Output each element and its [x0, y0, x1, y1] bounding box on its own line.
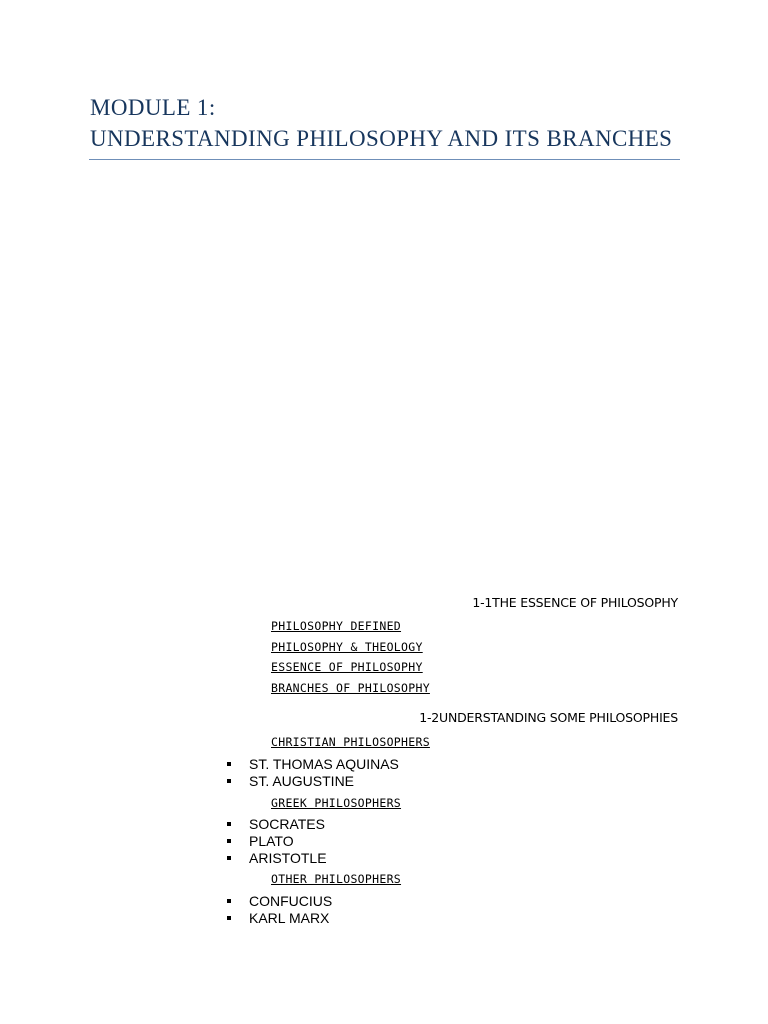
- section-heading-1-1: 1-1THE ESSENCE OF PHILOSOPHY: [472, 595, 678, 610]
- link-greek-philosophers[interactable]: GREEK PHILOSOPHERS: [271, 796, 402, 810]
- list-item-label: KARL MARX: [249, 909, 330, 926]
- section-heading-1-2: 1-2UNDERSTANDING SOME PHILOSOPHIES: [419, 710, 678, 725]
- list-item: [227, 910, 332, 927]
- list-item: [227, 850, 327, 867]
- list-item-label: PLATO: [249, 832, 294, 849]
- list-item: [227, 773, 399, 790]
- greek-philosophers-list: [227, 816, 327, 866]
- link-philosophy-defined[interactable]: PHILOSOPHY DEFINED: [271, 619, 402, 633]
- list-item-label: CONFUCIUS: [249, 893, 333, 909]
- other-philosophers-list: [227, 893, 332, 927]
- christian-philosophers-list: [227, 756, 399, 790]
- module-title: [90, 92, 672, 154]
- link-christian-philosophers[interactable]: CHRISTIAN PHILOSOPHERS: [271, 735, 430, 749]
- link-other-philosophers[interactable]: OTHER PHILOSOPHERS: [271, 872, 402, 886]
- list-item: [227, 893, 332, 910]
- link-essence-of-philosophy[interactable]: ESSENCE OF PHILOSOPHY: [271, 660, 423, 674]
- link-branches-of-philosophy[interactable]: BRANCHES OF PHILOSOPHY: [271, 681, 430, 695]
- module-number: MODULE 1:: [90, 95, 216, 120]
- list-item-label: ST. AUGUSTINE: [249, 772, 355, 789]
- link-philosophy-theology[interactable]: PHILOSOPHY & THEOLOGY: [271, 640, 423, 654]
- list-item-label: ARISTOTLE: [249, 849, 327, 866]
- bullet-icon: [227, 779, 231, 783]
- list-item-label: ST. THOMAS AQUINAS: [249, 756, 399, 772]
- bullet-icon: [227, 822, 231, 826]
- bullet-icon: [227, 839, 231, 843]
- bullet-icon: [227, 856, 231, 860]
- bullet-icon: [227, 916, 231, 920]
- module-subtitle: UNDERSTANDING PHILOSOPHY AND ITS BRANCHES: [90, 126, 673, 151]
- bullet-icon: [227, 899, 231, 903]
- list-item: [227, 816, 327, 833]
- list-item: [227, 833, 327, 850]
- list-item-label: SOCRATES: [249, 816, 325, 832]
- list-item: [227, 756, 399, 773]
- bullet-icon: [227, 762, 231, 766]
- title-divider: [89, 159, 680, 160]
